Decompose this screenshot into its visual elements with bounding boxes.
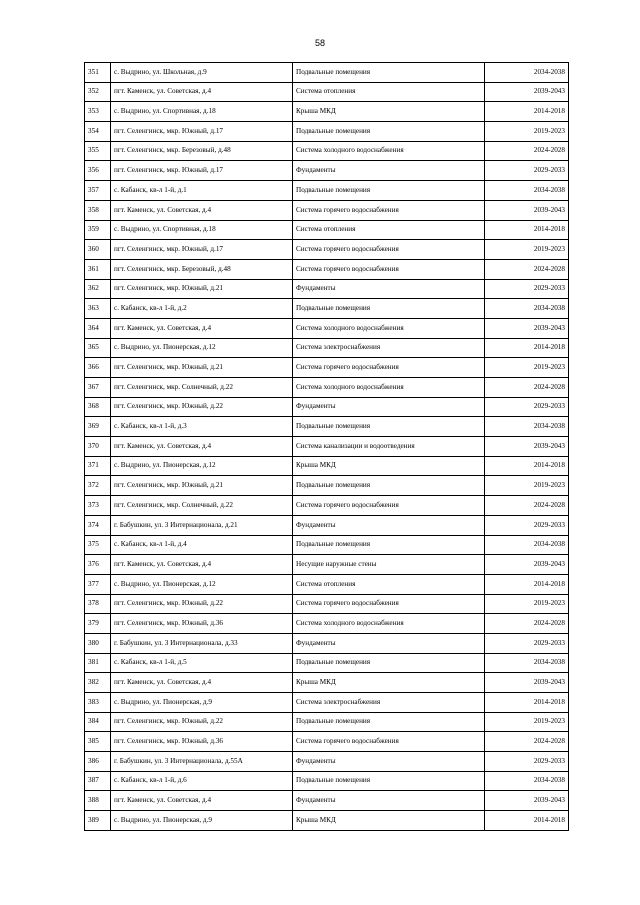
structural-element-cell: Система отопления [293,82,485,102]
structural-element-cell: Фундаменты [293,752,485,772]
address-cell: пгт. Селенгинск, мкр. Южный, д.17 [111,122,293,142]
table-row [85,102,569,122]
address-cell: пгт. Селенгинск, мкр. Солнечный, д.22 [111,378,293,398]
repair-period-cell: 2039-2043 [485,82,569,102]
table-row [85,240,569,260]
table-row [85,712,569,732]
table-row [85,279,569,299]
table-row [85,732,569,752]
row-number-cell: 354 [85,122,111,142]
structural-element-cell: Крыша МКД [293,102,485,122]
row-number-cell: 385 [85,732,111,752]
repair-period-cell: 2039-2043 [485,791,569,811]
repair-period-cell: 2019-2023 [485,712,569,732]
structural-element-cell: Подвальные помещения [293,535,485,555]
address-cell: пгт. Каменск, ул. Советская, д.4 [111,437,293,457]
address-cell: пгт. Каменск, ул. Советская, д.4 [111,82,293,102]
row-number-cell: 375 [85,535,111,555]
repair-period-cell: 2014-2018 [485,693,569,713]
address-cell: пгт. Селенгинск, мкр. Южный, д.21 [111,279,293,299]
address-cell: пгт. Каменск, ул. Советская, д.4 [111,200,293,220]
row-number-cell: 368 [85,397,111,417]
repair-period-cell: 2019-2023 [485,122,569,142]
row-number-cell: 363 [85,299,111,319]
address-cell: с. Выдрино, ул. Пионерская, д.9 [111,811,293,831]
address-cell: с. Выдрино, ул. Спортивная, д.18 [111,102,293,122]
address-cell: с. Кабанск, кв-л 1-й, д.3 [111,417,293,437]
address-cell: пгт. Селенгинск, мкр. Южный, д.36 [111,732,293,752]
structural-element-cell: Подвальные помещения [293,299,485,319]
structural-element-cell: Система отопления [293,220,485,240]
registry-table-body [85,63,569,831]
table-row [85,358,569,378]
row-number-cell: 352 [85,82,111,102]
repair-period-cell: 2039-2043 [485,318,569,338]
repair-period-cell: 2019-2023 [485,240,569,260]
table-row [85,122,569,142]
repair-period-cell: 2029-2033 [485,633,569,653]
table-row [85,594,569,614]
address-cell: пгт. Селенгинск, мкр. Южный, д.22 [111,594,293,614]
row-number-cell: 382 [85,673,111,693]
address-cell: г. Бабушкин, ул. 3 Интернационала, д.21 [111,515,293,535]
table-row [85,161,569,181]
structural-element-cell: Система горячего водоснабжения [293,496,485,516]
row-number-cell: 381 [85,653,111,673]
row-number-cell: 371 [85,456,111,476]
address-cell: с. Кабанск, кв-л 1-й, д.6 [111,771,293,791]
table-row [85,141,569,161]
row-number-cell: 377 [85,574,111,594]
table-row [85,318,569,338]
table-row [85,771,569,791]
structural-element-cell: Система холодного водоснабжения [293,614,485,634]
repair-period-cell: 2034-2038 [485,535,569,555]
row-number-cell: 387 [85,771,111,791]
structural-element-cell: Система горячего водоснабжения [293,259,485,279]
repair-period-cell: 2034-2038 [485,299,569,319]
table-row [85,259,569,279]
address-cell: пгт. Селенгинск, мкр. Южный, д.21 [111,358,293,378]
repair-period-cell: 2029-2033 [485,752,569,772]
row-number-cell: 362 [85,279,111,299]
structural-element-cell: Крыша МКД [293,456,485,476]
address-cell: пгт. Селенгинск, мкр. Южный, д.22 [111,712,293,732]
row-number-cell: 364 [85,318,111,338]
structural-element-cell: Подвальные помещения [293,63,485,83]
structural-element-cell: Система горячего водоснабжения [293,200,485,220]
row-number-cell: 366 [85,358,111,378]
table-row [85,535,569,555]
address-cell: с. Выдрино, ул. Школьная, д.9 [111,63,293,83]
address-cell: пгт. Селенгинск, мкр. Южный, д.17 [111,161,293,181]
table-row [85,338,569,358]
row-number-cell: 380 [85,633,111,653]
table-row [85,220,569,240]
address-cell: пгт. Каменск, ул. Советская, д.4 [111,791,293,811]
address-cell: пгт. Каменск, ул. Советская, д.4 [111,555,293,575]
address-cell: г. Бабушкин, ул. 3 Интернационала, д.55А [111,752,293,772]
repair-period-cell: 2014-2018 [485,574,569,594]
address-cell: пгт. Каменск, ул. Советская, д.4 [111,318,293,338]
address-cell: пгт. Селенгинск, мкр. Солнечный, д.22 [111,496,293,516]
repair-period-cell: 2024-2028 [485,259,569,279]
row-number-cell: 360 [85,240,111,260]
row-number-cell: 374 [85,515,111,535]
structural-element-cell: Система холодного водоснабжения [293,141,485,161]
repair-period-cell: 2019-2023 [485,594,569,614]
address-cell: с. Выдрино, ул. Пионерская, д.12 [111,574,293,594]
structural-element-cell: Подвальные помещения [293,417,485,437]
row-number-cell: 373 [85,496,111,516]
repair-period-cell: 2039-2043 [485,555,569,575]
table-row [85,397,569,417]
repair-period-cell: 2034-2038 [485,653,569,673]
structural-element-cell: Система горячего водоснабжения [293,240,485,260]
address-cell: с. Выдрино, ул. Пионерская, д.12 [111,338,293,358]
structural-element-cell: Крыша МКД [293,673,485,693]
structural-element-cell: Система электроснабжения [293,693,485,713]
address-cell: с. Кабанск, кв-л 1-й, д.2 [111,299,293,319]
repair-period-cell: 2024-2028 [485,378,569,398]
row-number-cell: 384 [85,712,111,732]
structural-element-cell: Несущие наружные стены [293,555,485,575]
address-cell: пгт. Селенгинск, мкр. Южный, д.36 [111,614,293,634]
repair-period-cell: 2039-2043 [485,200,569,220]
structural-element-cell: Подвальные помещения [293,476,485,496]
table-row [85,752,569,772]
table-row [85,574,569,594]
repair-period-cell: 2014-2018 [485,102,569,122]
page-number: 58 [314,38,325,48]
table-row [85,496,569,516]
table-row [85,811,569,831]
row-number-cell: 353 [85,102,111,122]
structural-element-cell: Подвальные помещения [293,181,485,201]
row-number-cell: 388 [85,791,111,811]
row-number-cell: 379 [85,614,111,634]
structural-element-cell: Крыша МКД [293,811,485,831]
repair-period-cell: 2029-2033 [485,279,569,299]
repair-period-cell: 2014-2018 [485,338,569,358]
repair-period-cell: 2034-2038 [485,771,569,791]
repair-period-cell: 2024-2028 [485,496,569,516]
repair-period-cell: 2029-2033 [485,515,569,535]
row-number-cell: 351 [85,63,111,83]
table-row [85,378,569,398]
row-number-cell: 369 [85,417,111,437]
address-cell: пгт. Селенгинск, мкр. Южный, д.22 [111,397,293,417]
structural-element-cell: Система канализации и водоотведения [293,437,485,457]
address-cell: с. Выдрино, ул. Пионерская, д.12 [111,456,293,476]
table-row [85,693,569,713]
row-number-cell: 376 [85,555,111,575]
table-row [85,63,569,83]
repair-period-cell: 2014-2018 [485,456,569,476]
structural-element-cell: Фундаменты [293,633,485,653]
table-row [85,515,569,535]
row-number-cell: 355 [85,141,111,161]
structural-element-cell: Система электроснабжения [293,338,485,358]
row-number-cell: 356 [85,161,111,181]
address-cell: пгт. Селенгинск, мкр. Березовый, д.48 [111,259,293,279]
address-cell: с. Выдрино, ул. Спортивная, д.18 [111,220,293,240]
table-row [85,791,569,811]
row-number-cell: 372 [85,476,111,496]
repair-period-cell: 2034-2038 [485,417,569,437]
row-number-cell: 370 [85,437,111,457]
repair-period-cell: 2014-2018 [485,220,569,240]
table-row [85,653,569,673]
structural-element-cell: Подвальные помещения [293,771,485,791]
structural-element-cell: Система горячего водоснабжения [293,732,485,752]
table-row [85,437,569,457]
repair-period-cell: 2034-2038 [485,181,569,201]
address-cell: с. Выдрино, ул. Пионерская, д.9 [111,693,293,713]
address-cell: пгт. Каменск, ул. Советская, д.4 [111,673,293,693]
row-number-cell: 378 [85,594,111,614]
structural-element-cell: Фундаменты [293,161,485,181]
structural-element-cell: Фундаменты [293,279,485,299]
structural-element-cell: Система холодного водоснабжения [293,318,485,338]
address-cell: г. Бабушкин, ул. 3 Интернационала, д.33 [111,633,293,653]
row-number-cell: 361 [85,259,111,279]
table-row [85,476,569,496]
address-cell: пгт. Селенгинск, мкр. Южный, д.17 [111,240,293,260]
address-cell: пгт. Селенгинск, мкр. Березовый, д.48 [111,141,293,161]
structural-element-cell: Фундаменты [293,515,485,535]
structural-element-cell: Фундаменты [293,397,485,417]
table-row [85,456,569,476]
repair-period-cell: 2029-2033 [485,161,569,181]
registry-table [84,62,569,831]
repair-period-cell: 2039-2043 [485,673,569,693]
structural-element-cell: Подвальные помещения [293,122,485,142]
address-cell: с. Кабанск, кв-л 1-й, д.1 [111,181,293,201]
address-cell: пгт. Селенгинск, мкр. Южный, д.21 [111,476,293,496]
structural-element-cell: Система отопления [293,574,485,594]
address-cell: с. Кабанск, кв-л 1-й, д.5 [111,653,293,673]
table-row [85,417,569,437]
table-row [85,673,569,693]
repair-period-cell: 2034-2038 [485,63,569,83]
repair-period-cell: 2024-2028 [485,614,569,634]
repair-period-cell: 2024-2028 [485,732,569,752]
table-row [85,299,569,319]
table-row [85,633,569,653]
table-row [85,200,569,220]
row-number-cell: 358 [85,200,111,220]
row-number-cell: 359 [85,220,111,240]
structural-element-cell: Подвальные помещения [293,712,485,732]
repair-period-cell: 2014-2018 [485,811,569,831]
row-number-cell: 365 [85,338,111,358]
repair-period-cell: 2029-2033 [485,397,569,417]
structural-element-cell: Система горячего водоснабжения [293,594,485,614]
structural-element-cell: Система горячего водоснабжения [293,358,485,378]
row-number-cell: 357 [85,181,111,201]
address-cell: с. Кабанск, кв-л 1-й, д.4 [111,535,293,555]
table-row [85,555,569,575]
structural-element-cell: Система холодного водоснабжения [293,378,485,398]
repair-period-cell: 2019-2023 [485,476,569,496]
row-number-cell: 383 [85,693,111,713]
repair-period-cell: 2019-2023 [485,358,569,378]
structural-element-cell: Подвальные помещения [293,653,485,673]
repair-period-cell: 2039-2043 [485,437,569,457]
row-number-cell: 367 [85,378,111,398]
repair-period-cell: 2024-2028 [485,141,569,161]
table-row [85,82,569,102]
row-number-cell: 386 [85,752,111,772]
row-number-cell: 389 [85,811,111,831]
table-row [85,614,569,634]
table-row [85,181,569,201]
structural-element-cell: Фундаменты [293,791,485,811]
